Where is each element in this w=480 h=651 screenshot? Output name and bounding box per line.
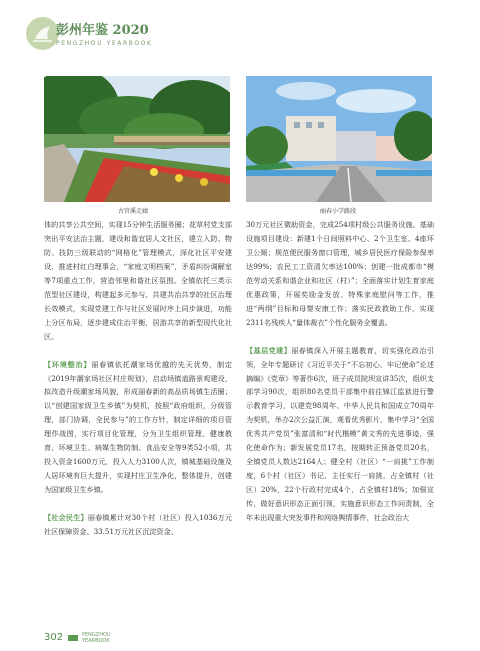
school-road-photo xyxy=(246,76,432,202)
yearbook-logo-icon xyxy=(26,17,59,50)
paragraph-environment xyxy=(44,358,232,498)
page-header xyxy=(10,14,210,66)
corridor-photo xyxy=(44,76,230,202)
footer-logo-line2: YEARBOOK xyxy=(82,638,110,644)
yearbook-title: 彭州年鉴 2020 xyxy=(56,23,149,38)
page-footer xyxy=(44,630,184,646)
section-tag-environment: 【环境整治】 xyxy=(44,359,92,369)
paragraph-livelihood-continuation: 30万元社区微助资金，完成254项村级公共服务设施。基础设施项目建设：新建1个日间照料中心、2个卫生室、4座环卫公厕；规范便民服务窗口管理，城乡居民医疗保险参保率达99%；农民工工资清欠率达100%；创建一批成都市“模范劳动关系和谐企业和社区（村）”；全面落实计划生育家庭优惠政策，开展奖励金发放、特殊家庭慰问等工作，推进“两纲”目标和母婴安康工作；落实民政救助工作，实现2311名残疾人“量体裁衣”个性化服务全覆盖。 xyxy=(246,220,434,327)
right-text-column xyxy=(246,218,434,525)
section-tag-livelihood: 【社会民生】 xyxy=(44,513,88,523)
section-tag-party-building: 【基层党建】 xyxy=(246,345,292,355)
school-road-photo-caption: 丽春小学路段 xyxy=(320,208,357,215)
footer-accent-bar xyxy=(68,635,78,641)
corridor-photo-caption: 古官溪走廊 xyxy=(118,208,149,215)
footer-logo xyxy=(82,632,111,644)
left-text-column xyxy=(44,218,232,539)
footer-logo-line1: PENGZHOU xyxy=(82,632,111,638)
paragraph-environment-text: 丽春镇依托潮家场优越的先天优势，制定《2019年潮家场社区村庄规划》，启动场镇道路景观建设，拟改造升级潮家场风貌，形成丽春新的高品质场镇生活圈；以“创建国家级卫生乡镇”为契机，按照“政府组织，分级管理，部门协调，全民参与”的工作方针，制定详细的项目管理作战图，实行项目化管理，分为卫生组织管理、健康教育、环境卫生、病媒生物防制、食品安全等9类52小项，共投入资金1600万元，投入人力3100人次，镇城基础设施及人居环境有巨大提升，实现村庄卫生净化，整体提升，创建为国家级卫生乡镇。 xyxy=(44,359,233,495)
paragraph-livelihood xyxy=(44,511,232,539)
page-number: 302 xyxy=(44,632,64,643)
paragraph-party-building xyxy=(246,344,434,525)
yearbook-subtitle: PENGZHOU YEARBOOK xyxy=(56,40,153,47)
paragraph-livelihood-text: 丽春镇累计对30个村（社区）投入1036万元社区保障资金、33.51万元社区沉淀资金、 xyxy=(44,513,232,537)
paragraph-party-building-text: 丽春镇深入开展主题教育，切实强化政治引领，全年专题研讨《习近平关于“不忘初心、牢记使命”论述摘编》《党章》等著作6次，班子成员院坝宣讲35次，组织支部学习90次，组织80名党员干部集中前往锦江监狱进行警示教育学习，以建党98周年、中华人民共和国成立70周年为契机，举办2次公益汇演，观看优秀影片，集中学习“全国优秀共产党员”张富清和“时代楷模”黄文秀的先进事迹，强化使命作为；新发展党员17名，按期转正预备党员20名，全镇党员人数达2164人；健全村（社区）“一肩挑”工作制度，6个村（社区）书记、主任实行一肩挑，占全镇村（社区）20%，22个行政村完成4个，占全镇村18%；加强宣传，做好意识形态正面引领，实施意识形态工作问责制，全年未出现重大突发事件和网络舆情事件，社会政治大 xyxy=(246,345,435,523)
paragraph-community-continuation: 体的共享公共空间，实现15分钟生活服务圈；花草村党支部突出平安法治主题，建设和谐宜居人文社区，建立入防、物防、技防三级联动的“网格化”管理模式，深化社区平安建设，推进村红白理事会，“家庭文明档案”，矛盾纠纷调解室等7项重点工作，营造邻里和谐社区氛围。全镇依托三类示范型社区建设，构建起多元参与、共建共治共享的社区治理长效模式，实现党建工作与社区发展时序上同步演进，功能上分区布局，逐步建成住治平衡，居游共享的新型现代化社区。 xyxy=(44,220,232,341)
